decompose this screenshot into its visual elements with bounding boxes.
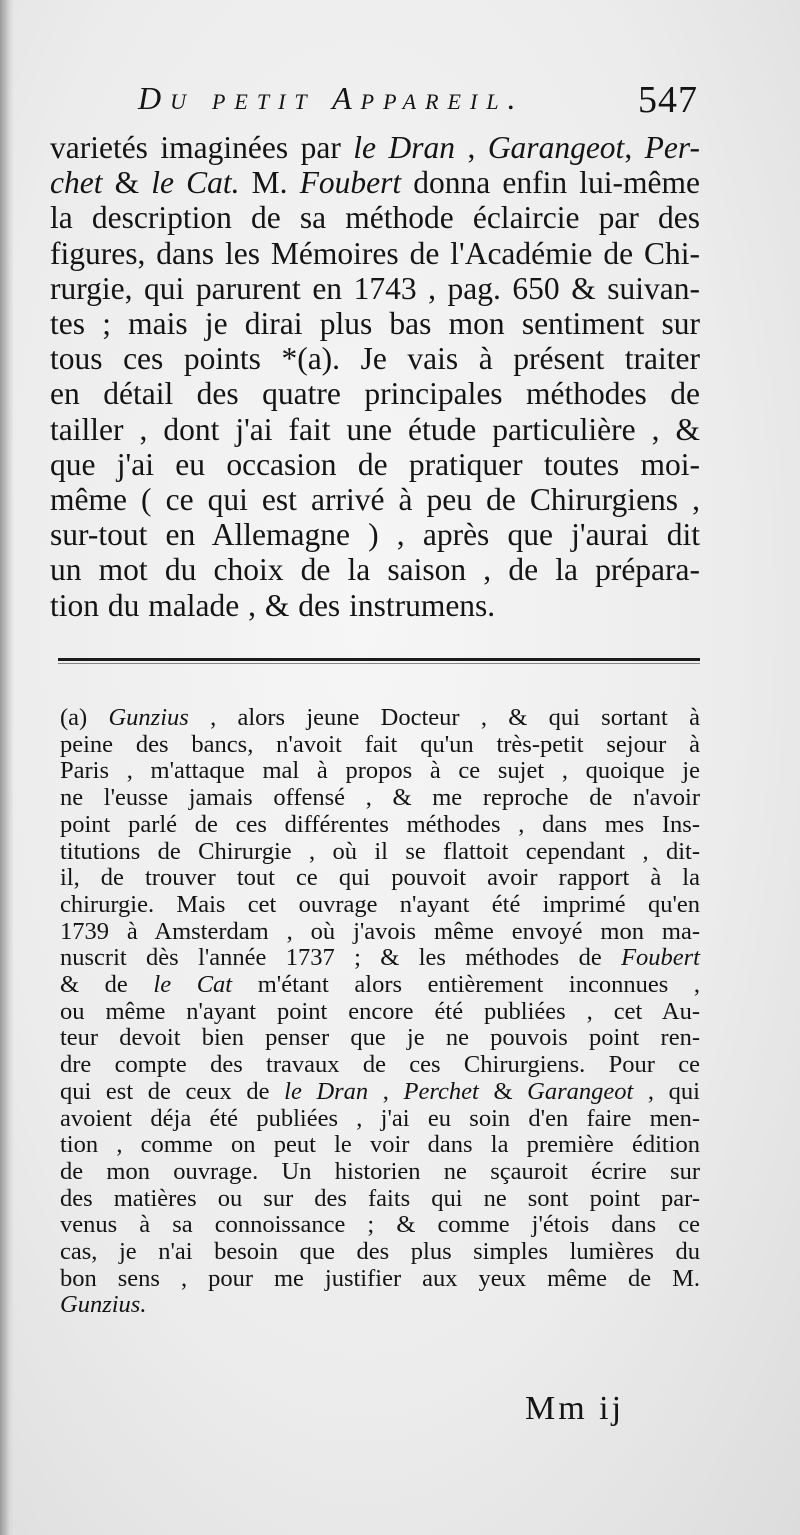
text-run: sur-tout en Allemagne ) , après que j'aurai dit [50, 517, 700, 553]
italic-run: Foubert [299, 165, 402, 201]
italic-run: Garangeot [527, 1077, 634, 1105]
footnote-line [60, 812, 700, 839]
text-run: peine des bancs, n'avoit fait qu'un très-petit sejour à [60, 730, 700, 758]
footnote-line [60, 839, 700, 866]
text-run: venus à sa connoissance ; & comme j'étois dans ce [60, 1211, 700, 1239]
page-header [138, 78, 698, 128]
italic-run: Gunzius. [60, 1291, 147, 1319]
italic-run: le Dran [353, 130, 455, 165]
text-run: , [624, 130, 645, 165]
italic-run: Foubert [621, 944, 700, 972]
italic-run: Gunzius [108, 704, 189, 731]
text-run: avoient déja été publiées , j'ai eu soin d'en faire men- [60, 1104, 700, 1132]
text-run: titutions de Chirurgie , où il se flattoit cependant , dit- [60, 837, 700, 865]
footnote-line [60, 1106, 700, 1133]
body-line [50, 130, 700, 165]
footnote-line [60, 1292, 700, 1319]
footnote-rule-thin [58, 663, 700, 664]
text-run: varietés imaginées par [50, 130, 354, 165]
text-run: que j'ai eu occasion de pratiquer toutes moi- [50, 446, 700, 482]
body-line [50, 236, 700, 271]
body-line [50, 306, 700, 341]
footnote-line [60, 1052, 700, 1079]
footnote-line [60, 1132, 700, 1159]
footnote-line [60, 758, 700, 785]
footnote-rule [58, 658, 700, 661]
body-line [50, 271, 700, 306]
footnote-line [60, 1159, 700, 1186]
text-run: ou même n'ayant point encore été publiées , cet Au- [60, 997, 700, 1025]
text-run: m'étant alors entièrement inconnues , [232, 971, 700, 999]
footnote-line [60, 1212, 700, 1239]
italic-run: Garangeot [487, 130, 625, 165]
body-line [50, 588, 700, 623]
text-run: & [102, 165, 152, 201]
text-run: M. [239, 165, 300, 201]
text-run: , [455, 130, 488, 165]
body-line [50, 552, 700, 587]
text-run: & de [60, 971, 154, 999]
running-head: Du petit Appareil. [138, 80, 525, 116]
body-text [50, 130, 700, 623]
text-run: ne l'eusse jamais offensé , & me reproche de n'avoir [60, 784, 700, 812]
footnote-line [60, 785, 700, 812]
text-run: tous ces points *(a). Je vais à présent traiter [50, 341, 700, 377]
body-line [50, 482, 700, 517]
text-run: en détail des quatre principales méthodes de [50, 376, 700, 412]
text-run: teur devoit bien penser que je ne pouvois point ren- [60, 1024, 700, 1052]
text-run: , [368, 1077, 404, 1105]
footnote-line [60, 1266, 700, 1293]
text-run: 1739 à Amsterdam , où j'avois même envoyé mon ma- [60, 917, 700, 945]
text-run: dre compte des travaux de ces Chirurgiens. Pour ce [60, 1051, 700, 1079]
footnote-line [60, 892, 700, 919]
italic-run: Per- [644, 130, 700, 165]
text-run: donna enfin lui-même [401, 165, 700, 201]
text-run: même ( ce qui est arrivé à peu de Chirurgiens , [50, 482, 700, 518]
text-run: point parlé de ces différentes méthodes , dans mes Ins- [60, 810, 700, 838]
text-run: des matières ou sur des faits qui ne sont point par- [60, 1184, 700, 1212]
text-run: il, de trouver tout ce qui pouvoit avoir rapport à la [60, 864, 700, 892]
text-run: chirurgie. Mais cet ouvrage n'ayant été imprimé qu'en [60, 890, 700, 918]
text-run: tion du malade , & des instrumens. [50, 587, 496, 623]
text-run: de mon ouvrage. Un historien ne sçauroit écrire sur [60, 1157, 700, 1185]
signature-mark: Mm ij [525, 1390, 625, 1427]
footnote-line [60, 945, 700, 972]
text-run: tes ; mais je dirai plus bas mon sentiment sur [50, 306, 700, 342]
text-run: & [478, 1077, 528, 1105]
text-run: , alors jeune Docteur , & qui sortant à [188, 704, 700, 731]
page-number: 547 [638, 79, 698, 121]
text-run: (a) [60, 704, 109, 731]
text-run: qui est de ceux de [60, 1077, 285, 1105]
footnote-line [60, 865, 700, 892]
body-line [50, 200, 700, 235]
body-line [50, 376, 700, 411]
footnote-line [60, 705, 700, 732]
footnote-text [60, 705, 700, 1319]
footnote-line [60, 1025, 700, 1052]
text-run: tion , comme on peut le voir dans la première édition [60, 1131, 700, 1159]
body-line [50, 165, 700, 200]
text-run: tailler , dont j'ai fait une étude particulière , & [50, 411, 700, 447]
text-run: un mot du choix de la saison , de la prépara- [50, 552, 700, 588]
body-line [50, 447, 700, 482]
italic-run: chet [50, 165, 103, 201]
footnote-line [60, 1239, 700, 1266]
text-run: rurgie, qui parurent en 1743 , pag. 650 & suivan- [50, 270, 700, 306]
text-run: cas, je n'ai besoin que des plus simples lumières du [60, 1238, 700, 1266]
footnote-line [60, 919, 700, 946]
italic-run: le Dran [284, 1077, 369, 1105]
footnote-line [60, 999, 700, 1026]
text-run: bon sens , pour me justifier aux yeux même de M. [60, 1264, 700, 1292]
text-run: , qui [633, 1077, 700, 1105]
text-run: figures, dans les Mémoires de l'Académie de Chi- [50, 235, 700, 271]
footnote-line [60, 1186, 700, 1213]
footnote-line [60, 732, 700, 759]
footnote-line [60, 1079, 700, 1106]
body-line [50, 517, 700, 552]
italic-run: le Cat. [151, 165, 240, 201]
text-run: la description de sa méthode éclaircie par des [50, 200, 700, 236]
footnote-line [60, 972, 700, 999]
text-run: Paris , m'attaque mal à propos à ce sujet , quoique je [60, 757, 700, 785]
page-gutter-shadow [0, 0, 14, 1535]
italic-run: le Cat [153, 971, 233, 999]
body-line [50, 412, 700, 447]
body-line [50, 341, 700, 376]
text-run: nuscrit dès l'année 1737 ; & les méthodes de [60, 944, 622, 972]
italic-run: Perchet [403, 1077, 479, 1105]
